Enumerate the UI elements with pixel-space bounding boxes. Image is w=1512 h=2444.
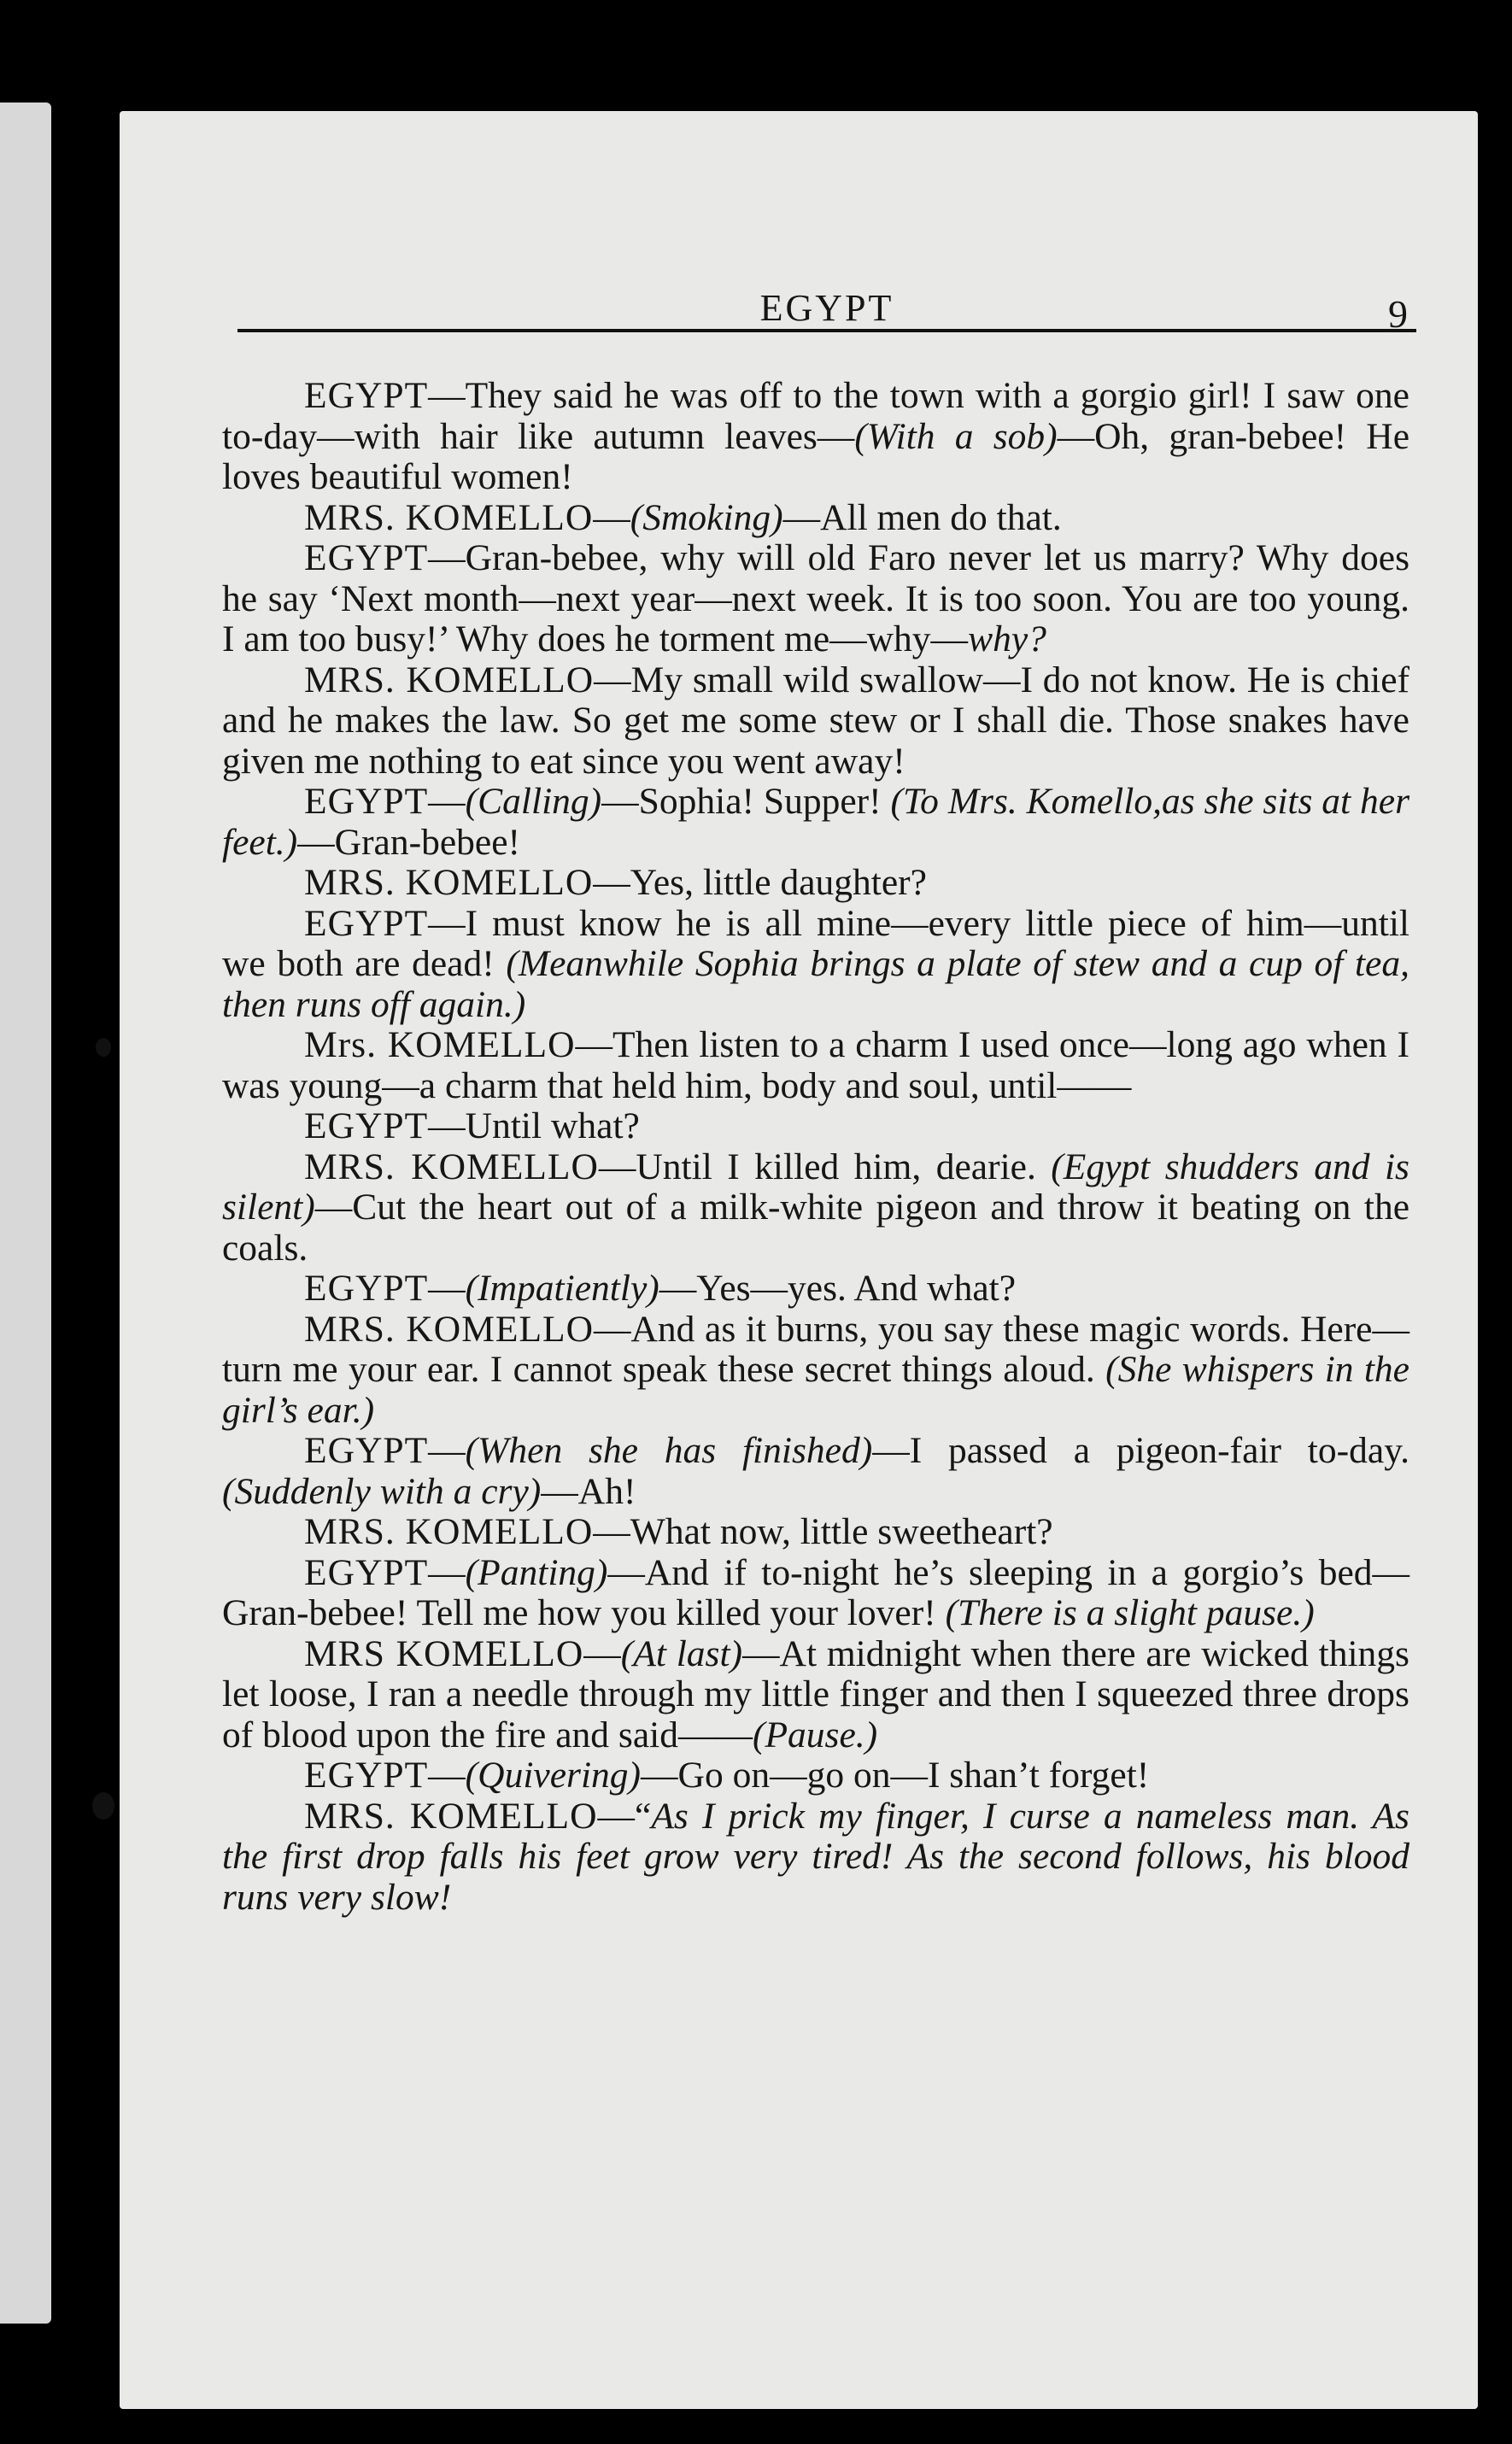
- dialogue-text: —At midnight when there are wicked things let loose, I ran a needle through my little finger and then I squeezed three drops of blood upon the fire and said——: [222, 1632, 1409, 1755]
- dialogue-text: —Sophia! Supper!: [601, 781, 891, 822]
- speaker-name: EGYPT: [304, 1551, 429, 1593]
- dialogue-paragraph: [222, 1755, 1409, 1796]
- dialogue-paragraph: [222, 1553, 1409, 1634]
- dialogue-text: —Until what?: [428, 1105, 640, 1146]
- dialogue-paragraph: [222, 863, 1409, 904]
- dialogue-paragraph: [222, 1147, 1409, 1269]
- dialogue-text: —What now, little sweetheart?: [593, 1511, 1053, 1552]
- stage-direction: (Smoking): [630, 496, 783, 538]
- stage-direction: (Panting): [465, 1551, 608, 1593]
- speaker-name: EGYPT: [304, 375, 429, 416]
- dialogue-paragraph: [222, 1512, 1409, 1553]
- speaker-name: EGYPT: [304, 1105, 429, 1146]
- stage-direction: (When she has finished): [465, 1430, 873, 1471]
- stage-direction: (Suddenly with a cry): [222, 1470, 542, 1512]
- stage-direction: (Calling): [465, 781, 602, 822]
- speaker-name: MRS. KOMELLO: [304, 1308, 595, 1350]
- dialogue-text: —: [428, 1755, 466, 1796]
- speaker-name: MRS. KOMELLO: [304, 1795, 598, 1837]
- speaker-name: Mrs. KOMELLO: [304, 1024, 576, 1065]
- dialogue-paragraph: [222, 498, 1409, 539]
- dialogue-text: —: [428, 781, 466, 822]
- page-header: [237, 286, 1416, 336]
- stage-direction: (To Mrs. Komello,as she sits at her feet.): [222, 781, 1410, 863]
- dialogue-text: —All men do that.: [782, 496, 1062, 538]
- dialogue-paragraph: [222, 1796, 1409, 1919]
- dialogue-paragraph: [222, 376, 1409, 498]
- dialogue-text: —Then listen to a charm I used once—long ago when I was young—a charm that held him, body and soul, until——: [222, 1024, 1410, 1106]
- dialogue-text: —I passed a pigeon-fair to-day.: [872, 1430, 1409, 1471]
- dialogue-text: —And if to-night he’s sleeping in a gorgio’s bed—Gran-bebee! Tell me how you killed your lover!: [222, 1551, 1409, 1633]
- dialogue-text: —: [428, 1268, 466, 1309]
- stage-direction: (Pause.): [752, 1714, 878, 1755]
- dialogue-text: —Gran-bebee!: [297, 821, 521, 863]
- dialogue-paragraph: [222, 782, 1409, 863]
- speaker-name: MRS. KOMELLO: [304, 862, 594, 903]
- dialogue-paragraph: [222, 1634, 1409, 1756]
- play-text: [222, 376, 1409, 1918]
- dialogue-text: —Go on—go on—I shan’t forget!: [641, 1755, 1150, 1796]
- speaker-name: EGYPT: [304, 902, 429, 944]
- dialogue-text: —: [428, 1551, 466, 1593]
- dialogue-text: —And as it burns, you say these magic words. Here—turn me your ear. I cannot speak these secret things aloud.: [222, 1308, 1409, 1390]
- speaker-name: MRS. KOMELLO: [304, 659, 595, 700]
- stage-direction: why?: [968, 618, 1046, 659]
- stage-direction: (With a sob): [854, 415, 1058, 457]
- stage-direction: (There is a slight pause.): [945, 1592, 1315, 1633]
- dialogue-text: —Cut the heart out of a milk-white pigeon and throw it beating on the coals.: [222, 1187, 1409, 1269]
- adjacent-page-edge: [0, 103, 51, 2324]
- speaker-name: EGYPT: [304, 781, 429, 822]
- speaker-name: MRS. KOMELLO: [304, 1146, 599, 1187]
- stage-direction: (Impatiently): [465, 1268, 659, 1309]
- dialogue-paragraph: [222, 538, 1409, 660]
- dialogue-text: —Yes—yes. And what?: [659, 1268, 1017, 1309]
- stage-direction: (Quivering): [465, 1755, 642, 1796]
- dialogue-paragraph: [222, 904, 1409, 1026]
- scan-speck: [92, 1792, 114, 1820]
- stage-direction: (At last): [620, 1632, 743, 1674]
- scan-speck: [96, 1038, 111, 1057]
- dialogue-paragraph: [222, 1025, 1409, 1106]
- dialogue-paragraph: [222, 1310, 1409, 1432]
- speaker-name: MRS. KOMELLO: [304, 1511, 594, 1552]
- page-number: 9: [1388, 292, 1408, 336]
- stage-direction: (She whispers in the girl’s ear.): [222, 1349, 1409, 1431]
- dialogue-text: —Yes, little daughter?: [593, 862, 927, 903]
- stage-direction: (Egypt shudders and is silent): [222, 1146, 1409, 1228]
- dialogue-text: —: [583, 1632, 621, 1674]
- dialogue-paragraph: [222, 1431, 1409, 1512]
- dialogue-paragraph: [222, 1106, 1409, 1147]
- speaker-name: EGYPT: [304, 537, 429, 578]
- speaker-name: MRS. KOMELLO: [304, 496, 594, 538]
- dialogue-text: —Gran-bebee, why will old Faro never let us marry? Why does he say ‘Next month—next year—next week. It is too soon. You are too young. I am too busy!’ Why does he torment me—why—: [222, 537, 1409, 659]
- running-title: EGYPT: [759, 287, 894, 329]
- dialogue-paragraph: [222, 1269, 1409, 1310]
- dialogue-text: —: [593, 496, 630, 538]
- speaker-name: EGYPT: [304, 1430, 429, 1471]
- dialogue-text: —Ah!: [541, 1470, 636, 1512]
- dialogue-text: —They said he was off to the town with a gorgio girl! I saw one to-day—with hair like autumn leaves—: [222, 375, 1409, 457]
- speaker-name: MRS KOMELLO: [304, 1632, 584, 1674]
- speaker-name: EGYPT: [304, 1755, 429, 1796]
- book-page: [120, 111, 1478, 2409]
- dialogue-text: —I must know he is all mine—every little piece of him—until we both are dead!: [222, 902, 1409, 984]
- dialogue-text: —Oh, gran-bebee! He loves beautiful women!: [222, 415, 1409, 497]
- dialogue-text: —: [428, 1430, 466, 1471]
- dialogue-paragraph: [222, 660, 1409, 782]
- dialogue-text: —“: [597, 1795, 652, 1837]
- dialogue-text: —Until I killed him, dearie.: [598, 1146, 1052, 1187]
- speaker-name: EGYPT: [304, 1268, 429, 1309]
- stage-direction: As I prick my finger, I curse a nameless man. As the first drop falls his feet grow very tired! As the second follows, his blood runs very slow!: [222, 1795, 1409, 1918]
- stage-direction: (Meanwhile Sophia brings a plate of stew and a cup of tea, then runs off again.): [222, 943, 1409, 1025]
- dialogue-text: —My small wild swallow—I do not know. He is chief and he makes the law. So get me some stew or I shall die. Those snakes have given me nothing to eat since you went away!: [222, 659, 1409, 782]
